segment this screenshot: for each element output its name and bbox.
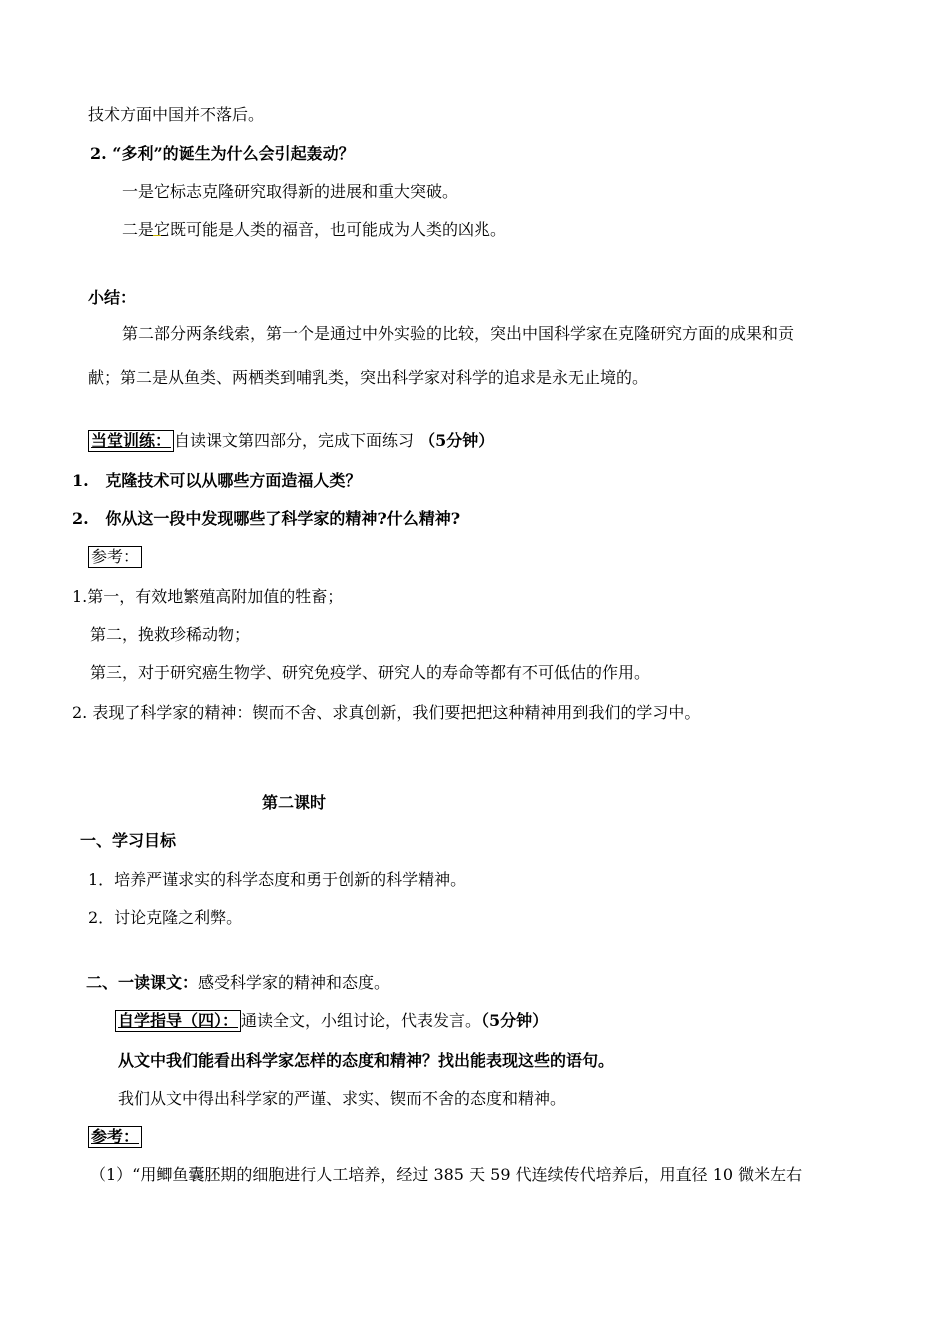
training-desc: 自读课文第四部分，完成下面练习	[174, 431, 420, 450]
question-text: 克隆技术可以从哪些方面造福人类？	[105, 471, 362, 490]
answer-line: 一是它标志克隆研究取得新的进展和重大突破。	[122, 182, 459, 201]
guide-label: 自学指导（四）：	[115, 1010, 241, 1032]
exercise-question	[72, 470, 361, 492]
section-heading-line	[86, 972, 390, 994]
guide-line	[115, 1010, 548, 1032]
section-heading: 一、学习目标	[80, 831, 177, 850]
reference-line	[88, 546, 142, 568]
reference-answer: 第三，对于研究癌生物学、研究免疫学、研究人的寿命等都有不可低估的作用。	[90, 663, 651, 682]
reference-answer: 第二，挽救珍稀动物；	[90, 625, 251, 644]
question-heading: 2. “多利”的诞生为什么会引起轰动？	[90, 144, 355, 163]
reference-label: 参考：	[88, 1126, 142, 1148]
training-time: （5分钟）	[419, 431, 495, 450]
reference-line	[88, 1126, 142, 1148]
goal-item: 1．培养严谨求实的科学态度和勇于创新的科学精神。	[88, 870, 467, 889]
exercise-question	[72, 508, 460, 530]
question-number: 2.	[72, 509, 89, 528]
question-number: 1.	[72, 471, 89, 490]
training-line	[88, 430, 494, 452]
guide-question: 从文中我们能看出科学家怎样的态度和精神？找出能表现这些的语句。	[118, 1051, 615, 1070]
summary-paragraph: 第二部分两条线索，第一个是通过中外实验的比较，突出中国科学家在克隆研究方面的成果和贡	[122, 324, 795, 343]
lesson-title: 第二课时	[262, 793, 327, 812]
training-label: 当堂训练：	[88, 430, 174, 452]
question-text: 你从这一段中发现哪些了科学家的精神?什么精神?	[105, 509, 461, 528]
reference-answer: 1.第一，有效地繁殖高附加值的牲畜；	[72, 587, 344, 606]
highlight-mark	[153, 232, 161, 236]
summary-label: 小结：	[88, 288, 137, 307]
goal-item: 2．讨论克隆之利弊。	[88, 908, 243, 927]
reference-answer: 2. 表现了科学家的精神：锲而不舍、求真创新，我们要把把这种精神用到我们的学习中。	[72, 703, 701, 722]
reference-answer: （1）“用鲫鱼囊胚期的细胞进行人工培养，经过 385 天 59 代连续传代培养后，用直径 10 微米左右	[90, 1165, 803, 1184]
guide-desc: 通读全文，小组讨论，代表发言。	[241, 1011, 482, 1030]
section-heading: 二、一读课文：	[86, 973, 199, 992]
reference-label: 参考：	[88, 546, 142, 568]
guide-time: （5分钟）	[481, 1011, 549, 1030]
section-desc: 感受科学家的精神和态度。	[198, 973, 391, 992]
summary-paragraph: 献；第二是从鱼类、两栖类到哺乳类，突出科学家对科学的追求是永无止境的。	[88, 368, 649, 387]
guide-answer: 我们从文中得出科学家的严谨、求实、锲而不舍的态度和精神。	[118, 1089, 567, 1108]
answer-line: 二是它既可能是人类的福音，也可能成为人类的凶兆。	[122, 220, 507, 239]
text-line: 技术方面中国并不落后。	[88, 105, 265, 124]
